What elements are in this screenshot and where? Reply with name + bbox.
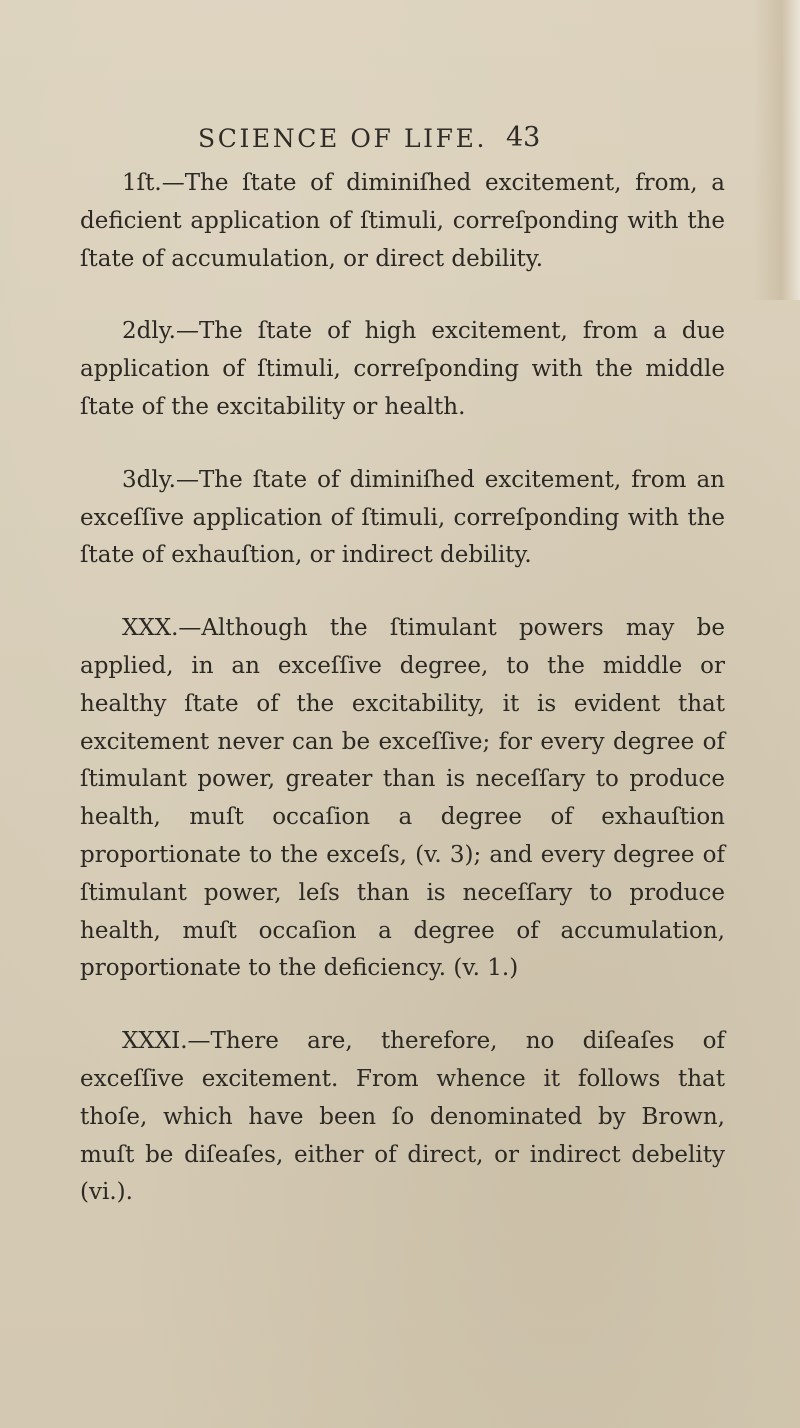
paragraph-second-state: 2dly.—The ſtate of high excitement, from a due application of ſtimuli, correſponding with the middle ſtate of the excitability or health.	[80, 318, 725, 420]
paragraph-third-state: 3dly.—The ſtate of diminiſhed excitement, from an exceſſive application of ſtimuli, correſponding with the ſtate of exhauſtion, or indirect debility.	[80, 466, 725, 569]
paragraph-xxx: XXX.—Although the ſtimulant powers may be applied, in an exceſſive degree, to the middle or healthy ſtate of the excitability, it is evident that excitement never can be exceſſive; for every degree of ſtimulant power, greater than is neceſſary to produce health, muſt occaſion a degree of exhauſtion proportionate to the exceſs, (v. 3); and every degree of ſtimulant power, leſs than is neceſſary to produce health, muſt occaſion a degree of accumulation, proportionate to the deficiency. (v. 1.)	[80, 615, 725, 982]
paragraph-xxxi: XXXI.—There are, therefore, no diſeaſes of exceſſive excitement. From whence it follows that thoſe, which have been ſo denominated by Brown, muſt be diſeaſes, either of direct, or indirect debelity (vi.).	[80, 1028, 725, 1206]
paragraph-first-state: 1ſt.—The ſtate of diminiſhed excitement, from, a deficient application of ſtimuli, correſponding with the ſtate of accumulation, or direct debility.	[80, 170, 725, 272]
running-head	[0, 124, 800, 164]
body-text	[80, 165, 725, 1212]
page-number: 43	[506, 122, 541, 153]
running-title: SCIENCE OF LIFE.	[198, 124, 487, 153]
